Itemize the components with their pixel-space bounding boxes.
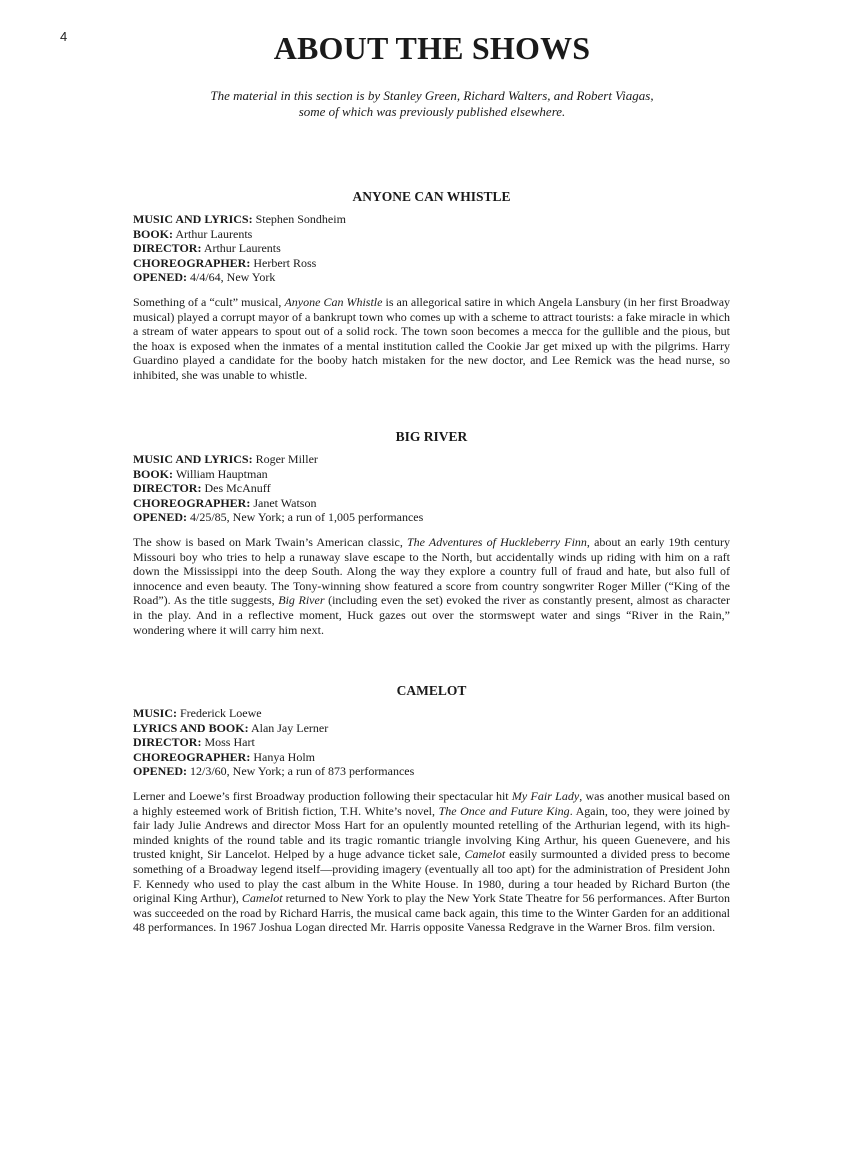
desc-title-italic: The Once and Future King <box>438 803 570 818</box>
credit-value: Janet Watson <box>253 495 317 510</box>
credit-label: BOOK: <box>133 226 174 241</box>
credit-line <box>133 496 730 511</box>
credit-line <box>133 452 730 467</box>
desc-title-italic: Camelot <box>241 891 283 906</box>
credit-label: CHOREOGRAPHER: <box>133 749 251 764</box>
credit-value: Des McAnuff <box>204 481 271 496</box>
credit-label: OPENED: <box>133 510 187 525</box>
credit-value: 4/25/85, New York; a run of 1,005 performances <box>190 510 424 525</box>
desc-text: is an allegorical satire in which Angela Lansbury (in her first Broadway musical) played a corrupt mayor of a bankrupt town who comes up with a scheme to attract tourists: a fake miracle in which a stream of water appears to spout out of a solid rock. The town soon becomes a mecca for the gullible and the pious, but the hoax is exposed when the inmates of a mental institution called the Cookie Jar get mixed up with the pilgrims. Harry Guardino played a candidate for the booby hatch mistaken for the new doctor, and Lee Remick was the head nurse, so inhibited, she was unable to whistle. <box>133 294 731 382</box>
credit-label: MUSIC: <box>133 706 177 720</box>
credit-label: CHOREOGRAPHER: <box>133 495 251 510</box>
subtitle-line: some of which was previously published elsewhere. <box>298 104 566 119</box>
credit-value: Roger Miller <box>255 452 318 466</box>
credit-label: DIRECTOR: <box>133 241 202 256</box>
credit-value: Stephen Sondheim <box>255 212 346 226</box>
desc-title-italic: Big River <box>278 593 325 608</box>
credit-line <box>133 481 730 496</box>
show-section-anyone-can-whistle <box>133 188 730 383</box>
show-credits <box>133 706 730 779</box>
credit-line <box>133 510 730 525</box>
show-credits <box>133 212 730 285</box>
credit-label: DIRECTOR: <box>133 735 202 750</box>
credit-line <box>133 735 730 750</box>
credit-line <box>133 212 730 227</box>
credit-value: Hanya Holm <box>253 749 315 764</box>
page-title: ABOUT THE SHOWS <box>273 30 591 66</box>
credit-line <box>133 467 730 482</box>
credit-label: BOOK: <box>133 466 174 481</box>
credit-value: Herbert Ross <box>253 255 317 270</box>
credit-label: LYRICS AND BOOK: <box>133 720 249 735</box>
credit-value: 4/4/64, New York <box>190 270 276 285</box>
credit-line <box>133 706 730 721</box>
subtitle-line: The material in this section is by Stanley Green, Richard Walters, and Robert Viagas, <box>210 88 654 103</box>
show-section-big-river <box>133 428 730 637</box>
desc-text: , was another musical based on a highly esteemed work of British fiction, T.H. White’s novel, <box>133 788 730 818</box>
credit-value: Frederick Loewe <box>180 706 262 720</box>
desc-text: The show is based on Mark Twain’s American classic, <box>133 534 407 549</box>
credit-label: DIRECTOR: <box>133 481 202 496</box>
subtitle <box>0 88 864 120</box>
desc-text: . Again, too, they were joined by fair lady Julie Andrews and director Moss Hart for an opulently mounted retelling of the Arthurian legend, with its high-minded knights of the round table and its tragic romantic triangle involving King Arthur, his queen Guenevere, and his trusted knight, Sir Lancelot. Helped by a huge advance ticket sale, <box>133 803 731 862</box>
desc-text: returned to New York to play the New York State Theatre for 56 performances. After Burton was succeeded on the road by Richard Harris, the musical came back again, this time to the Winter Garden for an additional 48 performances. In 1967 Joshua Logan directed Mr. Harris opposite Vanessa Redgrave in the Warner Bros. film version. <box>133 891 730 935</box>
credit-value: Moss Hart <box>204 735 255 750</box>
desc-title-italic: Camelot <box>464 847 506 862</box>
credit-label: OPENED: <box>133 764 187 779</box>
show-credits <box>133 452 730 525</box>
desc-title-italic: My Fair Lady <box>511 788 580 803</box>
desc-title-italic: Anyone Can Whistle <box>284 294 383 309</box>
desc-text: easily surmounted a divided press to become something of a Broadway legend itself—providing imagery (eventually all too apt) for the administration of President John F. Kennedy who used to play the cast album in the White House. In 1980, during a tour headed by Richard Burton (the original King Arthur), <box>133 847 731 906</box>
credit-line <box>133 764 730 779</box>
credit-line <box>133 721 730 736</box>
credit-line <box>133 227 730 242</box>
credit-line <box>133 270 730 285</box>
credit-line <box>133 750 730 765</box>
desc-text: , about an early 19th century Missouri boy who tries to help a runaway slave escape to the North, but accidentally winds up riding with him on a raft down the Mississippi into the deep South. Along the way they explore a country full of fraud and hate, but also full of innocence and even beauty. The Tony-winning show featured a score from country songwriter Roger Miller (“King of the Road”). As the title suggests, <box>133 534 730 608</box>
show-section-camelot <box>133 682 730 935</box>
show-title: CAMELOT <box>396 683 467 698</box>
credit-value: Arthur Laurents <box>203 241 281 256</box>
show-description <box>133 535 730 637</box>
show-description <box>133 295 730 383</box>
credit-line <box>133 256 730 271</box>
desc-text: Lerner and Loewe’s first Broadway production following their spectacular hit <box>133 788 512 803</box>
credit-label: MUSIC AND LYRICS: <box>133 212 253 226</box>
credit-label: CHOREOGRAPHER: <box>133 255 251 270</box>
credit-label: MUSIC AND LYRICS: <box>133 452 253 466</box>
credit-value: Alan Jay Lerner <box>250 720 329 735</box>
credit-value: Arthur Laurents <box>175 226 253 241</box>
desc-text: (including even the set) evoked the river as constantly present, almost as character in the play. And in a reflective moment, Huck gazes out over the stormswept water and sings “River in the Rain,” wondering where it will carry him next. <box>133 593 731 637</box>
credit-value: William Hauptman <box>175 466 268 481</box>
desc-text: Something of a “cult” musical, <box>133 294 285 309</box>
desc-title-italic: The Adventures of Huckleberry Finn <box>406 534 587 549</box>
show-description <box>133 789 730 935</box>
credit-value: 12/3/60, New York; a run of 873 performances <box>190 764 415 779</box>
credit-line <box>133 241 730 256</box>
show-title: BIG RIVER <box>395 429 468 444</box>
credit-label: OPENED: <box>133 270 187 285</box>
page-number: 4 <box>60 29 68 44</box>
show-title: ANYONE CAN WHISTLE <box>352 189 511 204</box>
